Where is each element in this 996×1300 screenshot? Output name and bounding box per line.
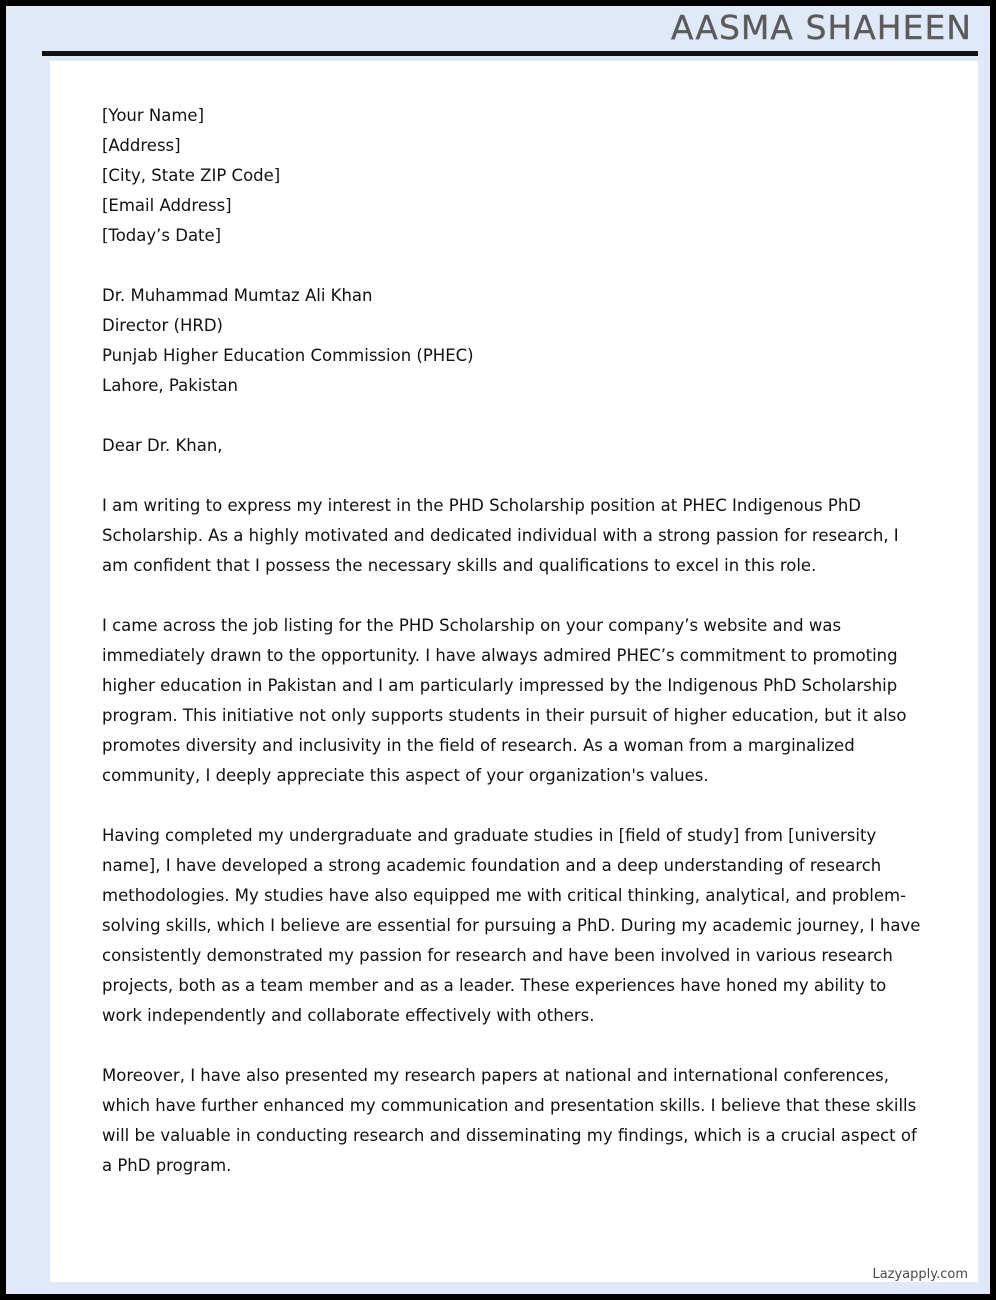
letter-paragraph: I am writing to express my interest in the PHD Scholarship position at PHEC Indigenous PhD Scholarship. As a highly motivated and dedicated individual with a strong passion for research, I am confident that I possess the necessary skills and qualifications to excel in this role. — [102, 496, 904, 575]
sender-line: [Address] — [102, 136, 181, 155]
sender-address-block — [102, 101, 926, 251]
sender-line: [Today’s Date] — [102, 226, 222, 245]
paragraph-block — [102, 821, 926, 1031]
paragraph-block — [102, 1061, 926, 1181]
letter-paragraph: I came across the job listing for the PHD Scholarship on your company’s website and was immediately drawn to the opportunity. I have always admired PHEC’s commitment to promoting higher education in Pakistan and I am particularly impressed by the Indigenous PhD Scholarship program. This initiative not only supports students in their pursuit of higher education, but it also promotes diversity and inclusivity in the field of research. As a woman from a marginalized community, I deeply appreciate this aspect of your organization's values. — [102, 616, 912, 785]
recipient-line: Lahore, Pakistan — [102, 376, 239, 395]
letter-paragraph: Moreover, I have also presented my research papers at national and international conferences, which have further enhanced my communication and presentation skills. I believe that these skills will be valuable in conducting research and disseminating my findings, which is a crucial aspect of a PhD program. — [102, 1066, 923, 1175]
header-divider — [42, 51, 978, 56]
document-header — [6, 6, 990, 56]
sender-line: [Email Address] — [102, 196, 232, 215]
salutation-block — [102, 431, 926, 461]
recipient-address-block — [102, 281, 926, 401]
recipient-line: Punjab Higher Education Commission (PHEC) — [102, 346, 474, 365]
salutation: Dear Dr. Khan, — [102, 436, 223, 455]
recipient-line: Dr. Muhammad Mumtaz Ali Khan — [102, 286, 373, 305]
watermark: Lazyapply.com — [872, 1267, 968, 1282]
paragraph-block — [102, 491, 926, 581]
paragraph-block — [102, 611, 926, 791]
sender-line: [Your Name] — [102, 106, 205, 125]
sender-line: [City, State ZIP Code] — [102, 166, 281, 185]
recipient-line: Director (HRD) — [102, 316, 223, 335]
cover-letter-body — [50, 61, 978, 1282]
page-title: AASMA SHAHEEN — [670, 8, 972, 47]
letter-paragraph: Having completed my undergraduate and graduate studies in [field of study] from [university name], I have developed a strong academic foundation and a deep understanding of research methodologies. My studies have also equipped me with critical thinking, analytical, and problem-solving skills, which I believe are essential for pursuing a PhD. During my academic journey, I have consistently demonstrated my passion for research and have been involved in various research projects, both as a team member and as a leader. These experiences have honed my ability to work independently and collaborate effectively with others. — [102, 826, 926, 1025]
